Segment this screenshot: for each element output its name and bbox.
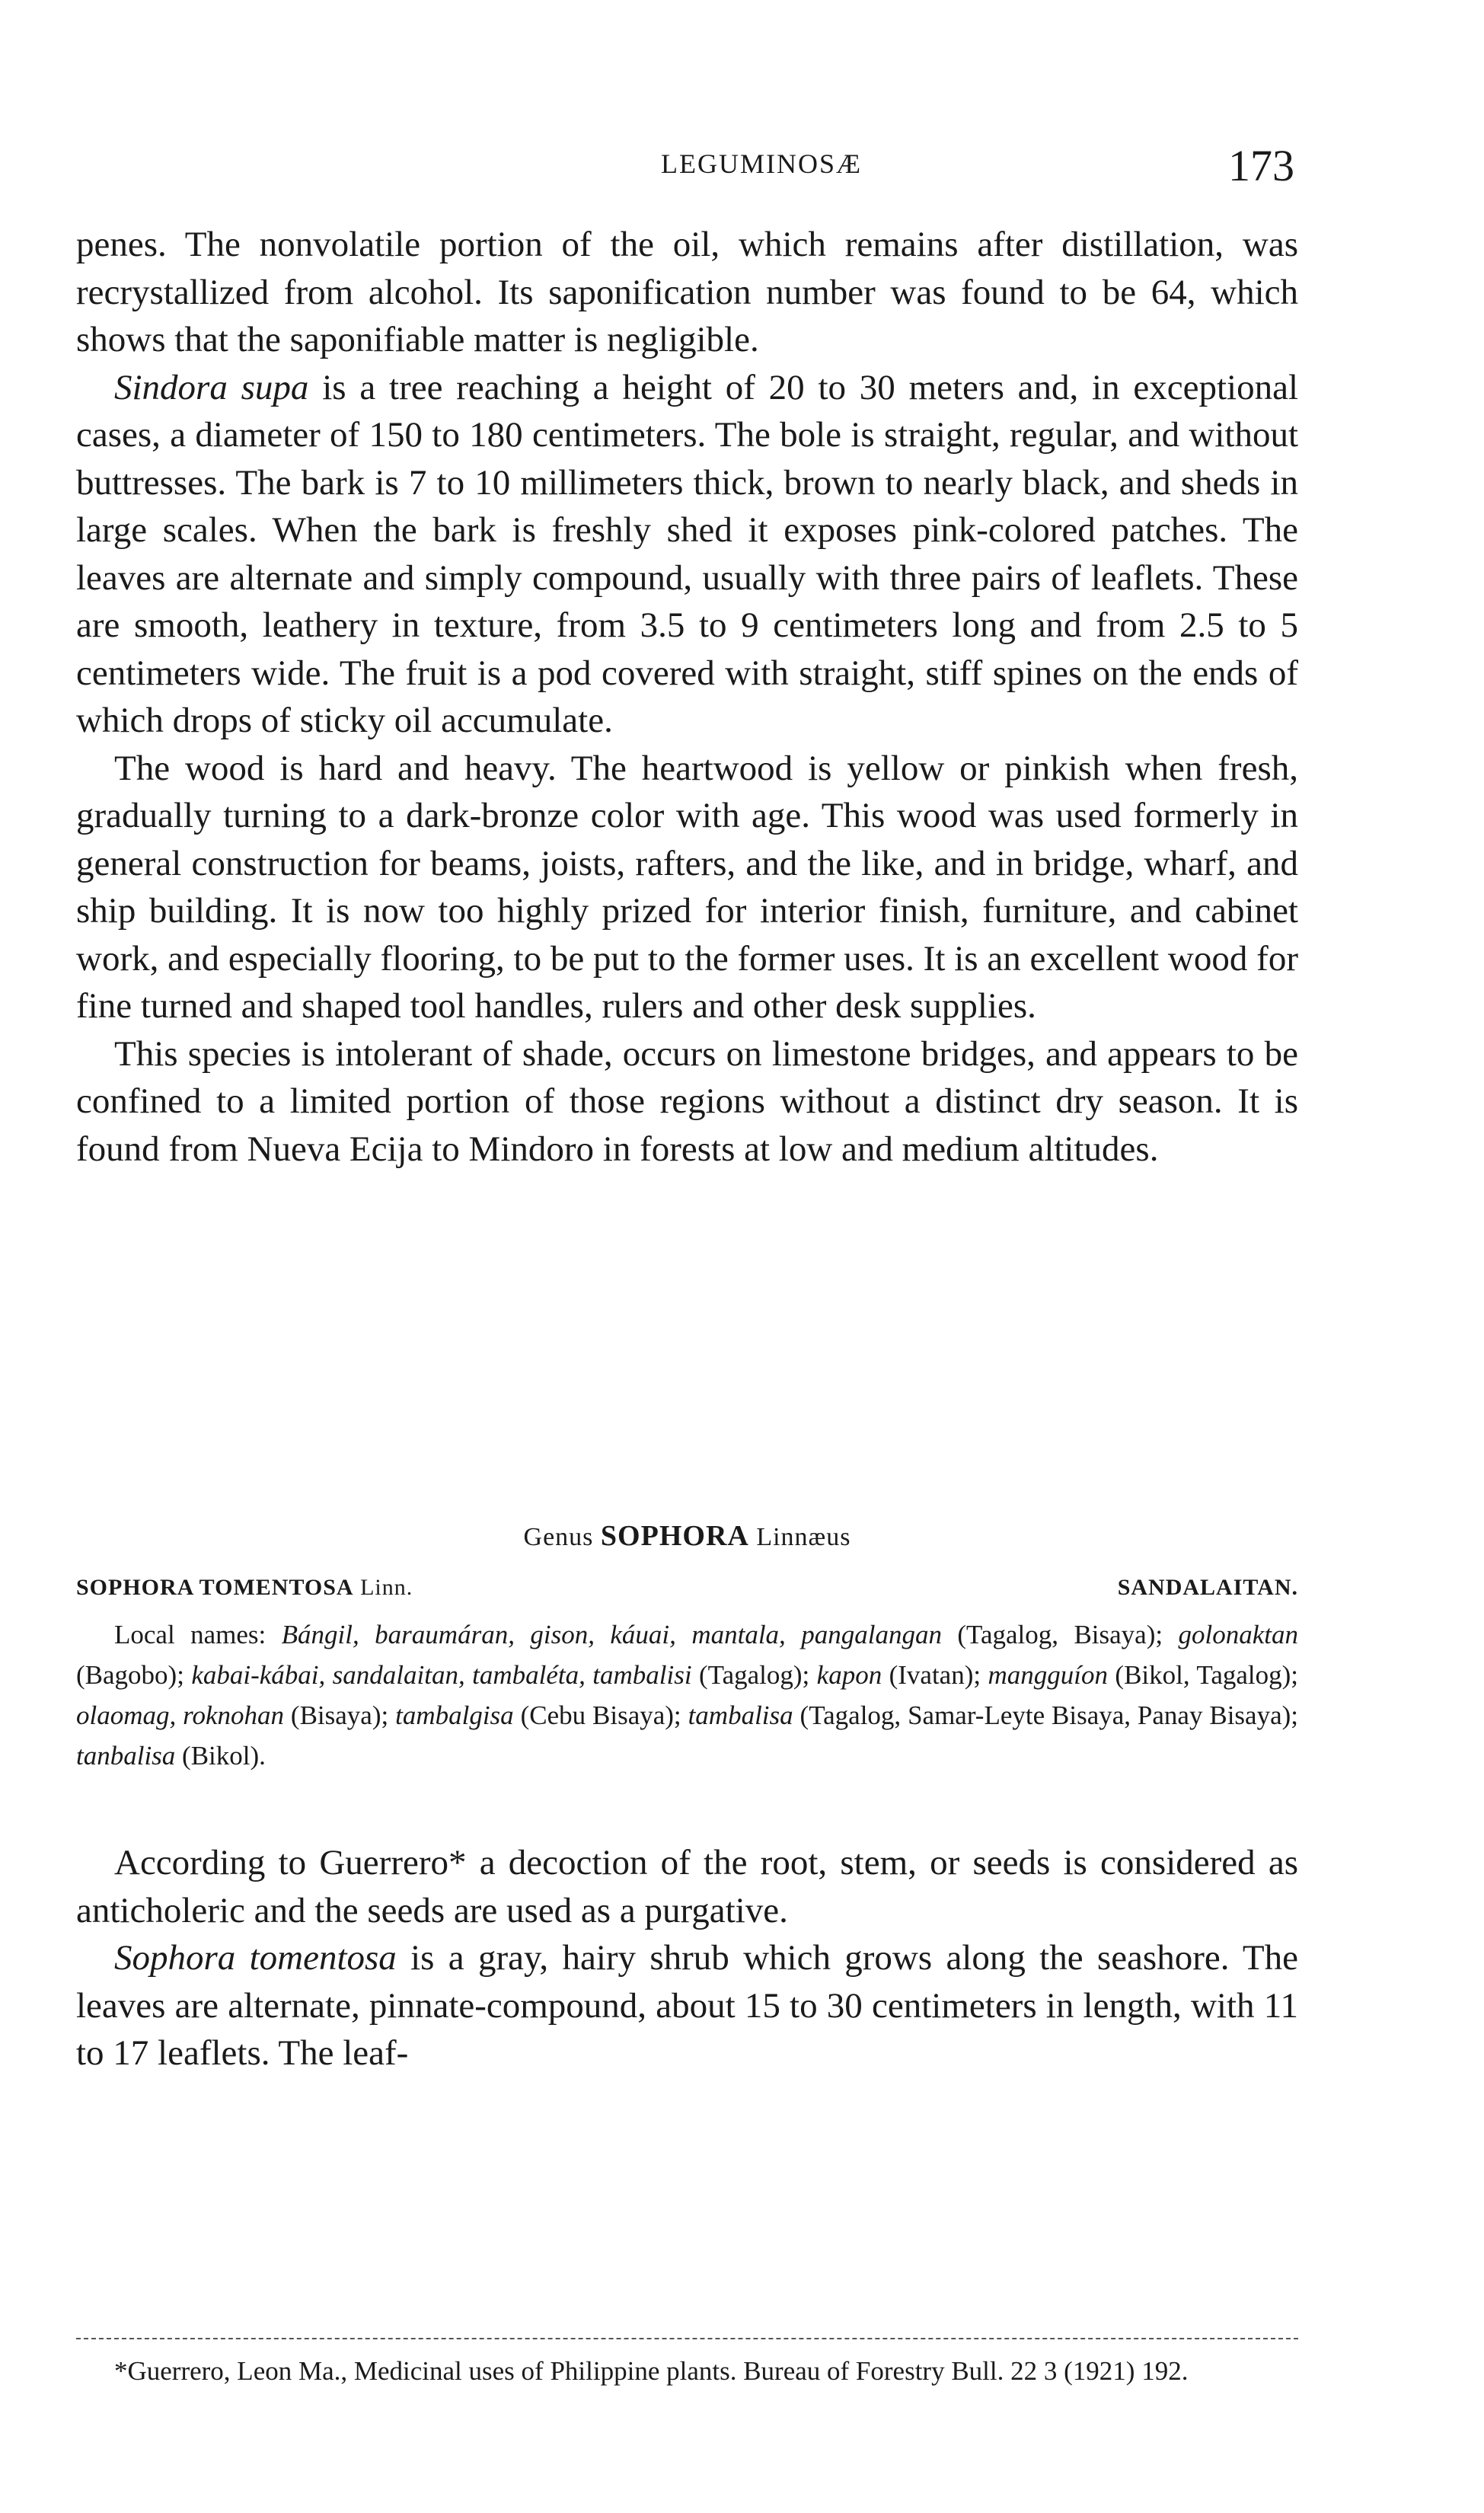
italic-text: mangguíon [988, 1660, 1109, 1690]
italic-text: kapon [816, 1660, 882, 1690]
text-segment: (Tagalog); [691, 1660, 817, 1690]
text-segment: (Ivatan); [882, 1660, 988, 1690]
running-title: LEGUMINOSÆ [660, 148, 862, 179]
genus-heading [76, 1519, 1298, 1553]
text-segment: (Bikol). [175, 1741, 266, 1771]
paragraph [76, 745, 1298, 1030]
genus-prefix: Genus [523, 1523, 594, 1551]
text-segment: (Bagobo); [76, 1660, 192, 1690]
genus-name: SOPHORA [600, 1520, 749, 1552]
italic-text: Bángil, baraumáran, gison, káuai, mantala, pangalangan [281, 1620, 942, 1649]
paragraph [76, 221, 1298, 364]
italic-text: Sophora tomentosa [114, 1938, 397, 1978]
text-segment: Local names: [114, 1620, 282, 1649]
paragraph [76, 1030, 1298, 1173]
text-segment: (Tagalog, Bisaya); [941, 1620, 1179, 1649]
body-text-section-1 [76, 221, 1298, 1173]
page-number: 173 [1228, 141, 1294, 190]
italic-text: olaomag, roknohan [76, 1700, 285, 1730]
text-segment: This species is intolerant of shade, occurs on limestone bridges, and appears to be confined to a limited portion of those regions without a distinct dry season. It is found from Nueva Ecija to Mindoro in forests at low and medium altitudes. [76, 1033, 1298, 1169]
species-common-name: SANDALAITAN. [1117, 1575, 1298, 1600]
body-text-section-2 [76, 1839, 1298, 2077]
text-segment: (Tagalog, Samar-Leyte Bisaya, Panay Bisaya); [793, 1700, 1298, 1730]
italic-text: kabai-kábai, sandalaitan, tambaléta, tambalisi [191, 1660, 692, 1690]
footnote-divider [76, 2338, 1298, 2339]
text-segment: The wood is hard and heavy. The heartwood is yellow or pinkish when fresh, gradually turning to a dark-bronze color with age. This wood was used formerly in general construction for beams, joists, rafters, and the like, and in bridge, wharf, and ship building. It is now too highly prized for interior finish, furniture, and cabinet work, and especially flooring, to be put to the former uses. It is an excellent wood for fine turned and shaped tool handles, rulers and other desk supplies. [76, 748, 1298, 1026]
species-name-block [76, 1575, 413, 1601]
paragraph [76, 1934, 1298, 2077]
italic-text: tanbalisa [76, 1741, 176, 1771]
footnote: *Guerrero, Leon Ma., Medicinal uses of Philippine plants. Bureau of Forestry Bull. 22 3 (1921) 192. [114, 2356, 1189, 2386]
genus-author: Linnæus [756, 1523, 851, 1551]
species-author: Linn. [360, 1575, 413, 1600]
species-name: SOPHORA TOMENTOSA [76, 1575, 354, 1600]
text-segment: (Bikol, Tagalog); [1108, 1660, 1299, 1690]
italic-text: tambalisa [688, 1700, 793, 1730]
italic-text: tambalgisa [395, 1700, 514, 1730]
running-header [76, 141, 1294, 190]
italic-text: golonaktan [1178, 1620, 1298, 1649]
text-segment: (Bisaya); [284, 1700, 396, 1730]
paragraph [76, 364, 1298, 745]
text-segment: is a tree reaching a height of 20 to 30 meters and, in exceptional cases, a diameter of 150 to 180 centimeters. The bole is straight, regular, and without buttresses. The bark is 7 to 10 millimeters thick, brown to nearly black, and sheds in large scales. When the bark is freshly shed it exposes pink-colored patches. The leaves are alternate and simply compound, usually with three pairs of leaflets. These are smooth, leathery in texture, from 3.5 to 9 centimeters long and from 2.5 to 5 centimeters wide. The fruit is a pod covered with straight, stiff spines on the ends of which drops of sticky oil accumulate. [76, 367, 1299, 740]
local-names [76, 1614, 1298, 1776]
text-segment: (Cebu Bisaya); [513, 1700, 688, 1730]
paragraph [76, 1839, 1298, 1934]
species-heading [76, 1575, 1298, 1605]
text-segment: penes. The nonvolatile portion of the oil, which remains after distillation, was recrystallized from alcohol. Its saponification number was found to be 64, which shows that the saponifiable matter is negligible. [76, 225, 1298, 359]
text-segment: is a gray, hairy shrub which grows along the seashore. The leaves are alternate, pinnate-compound, about 15 to 30 centimeters in length, with 11 to 17 leaflets. The leaf- [76, 1938, 1298, 2073]
italic-text: Sindora supa [114, 367, 309, 407]
text-segment: According to Guerrero* a decoction of the root, stem, or seeds is considered as anticholeric and the seeds are used as a purgative. [76, 1843, 1298, 1930]
